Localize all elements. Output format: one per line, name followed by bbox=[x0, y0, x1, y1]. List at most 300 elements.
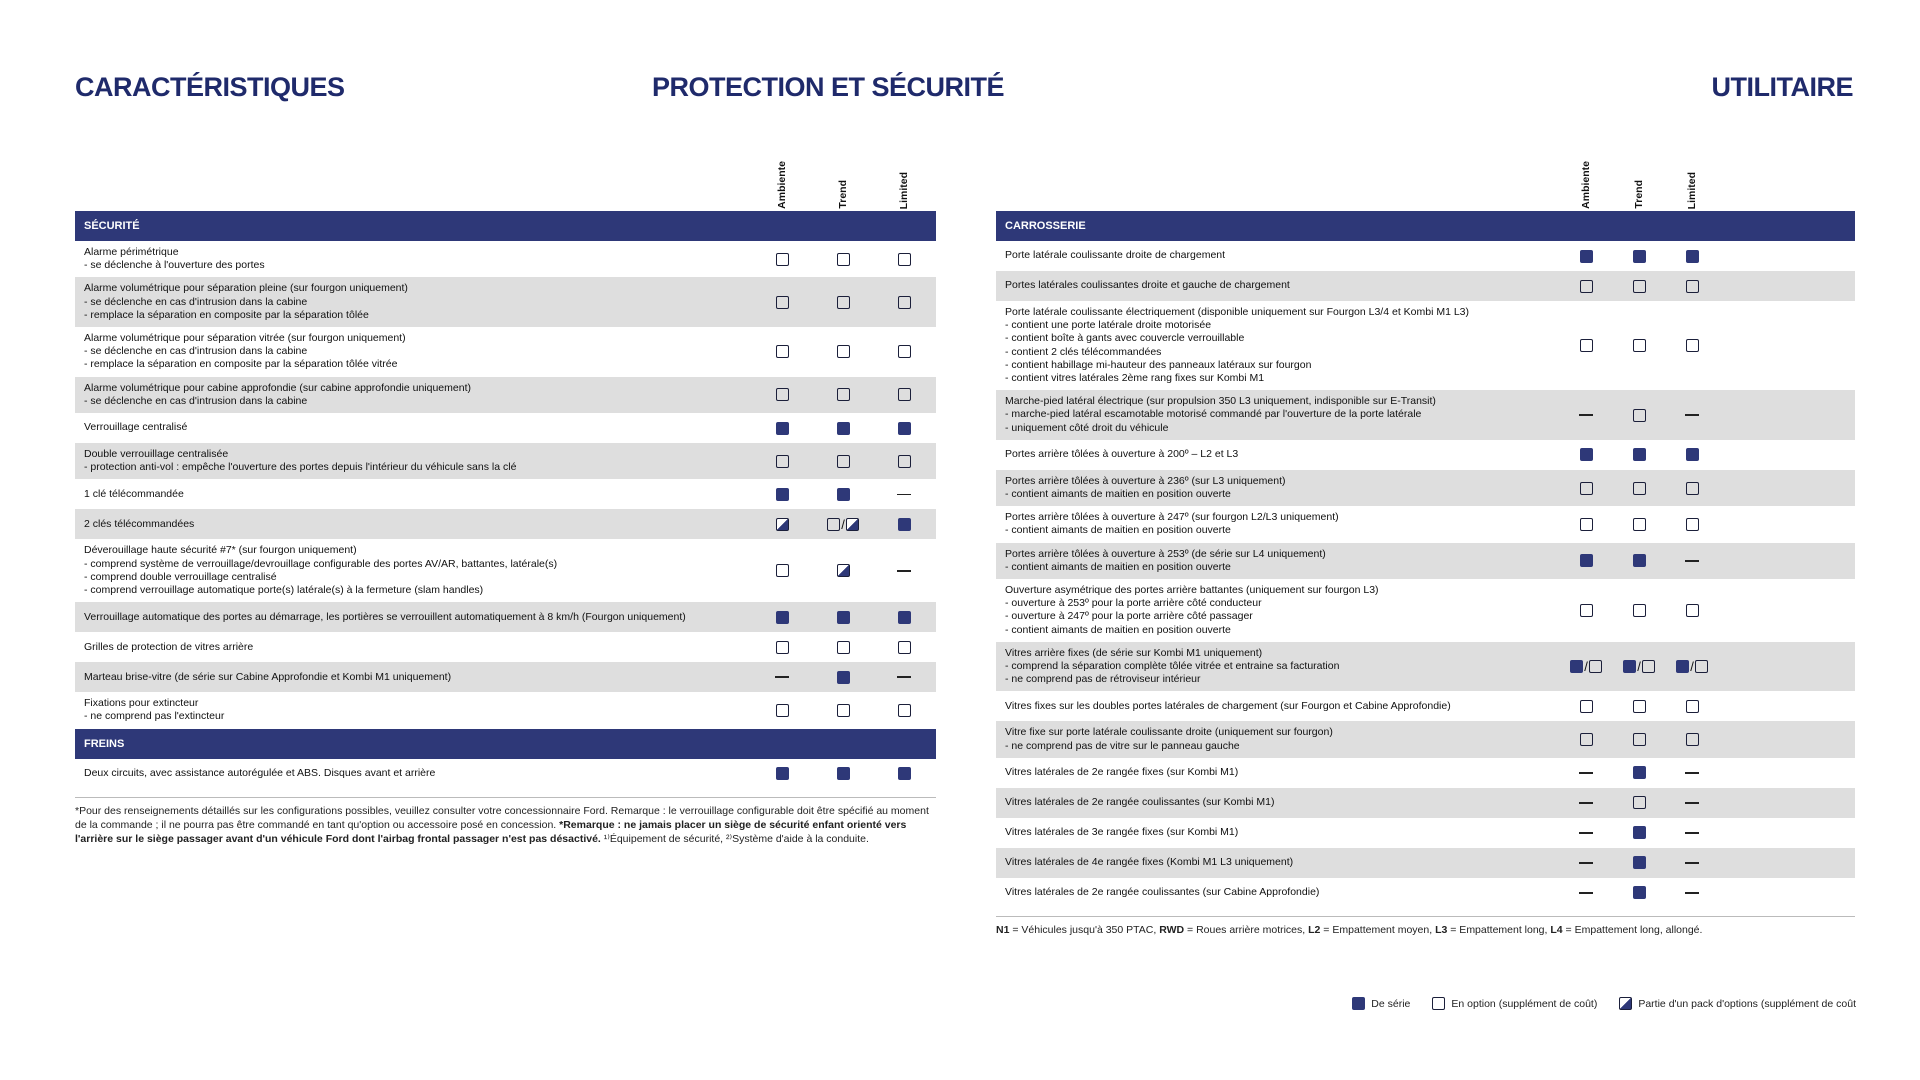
row-title: Ouverture asymétrique des portes arrière battantes (uniquement sur fourgon L3) bbox=[1005, 584, 1379, 597]
footnote: *Pour des renseignements détaillés sur les configurations possibles, veuillez consulter votre concessionnaire Ford. Remarque : le verrouillage configurable doit être spécifié au moment de la commande ; il ne pourra pas être commandé en tant qu'option ou accessoire posé en concession. *Remarque : ne jamais placer un siège de sécurité enfant orienté vers l'arrière sur le siège passager avant d'un véhicule Ford dont l'airbag frontal passager n'est pas désactivé. ¹⁾Équipement de sécurité, ²⁾Système d'aide à la conduite. bbox=[75, 797, 936, 846]
standard-square-icon bbox=[898, 518, 911, 531]
cell-trend bbox=[813, 692, 873, 728]
cell-ambiente bbox=[1556, 818, 1616, 848]
row-title: Portes arrière tôlées à ouverture à 253º (de série sur L4 uniquement) bbox=[1005, 547, 1326, 560]
table-row bbox=[75, 662, 936, 692]
cell-trend bbox=[813, 277, 873, 327]
row-title: Alarme périmétrique bbox=[84, 246, 179, 258]
row-title: Portes latérales coulissantes droite et gauche de chargement bbox=[1005, 279, 1290, 292]
cell-limited bbox=[1662, 241, 1722, 271]
row-detail: - comprend verrouillage automatique porte(s) latérale(s) à la fermeture (slam handles) bbox=[84, 584, 484, 597]
standard-square-icon bbox=[1633, 250, 1646, 263]
not-available-dash bbox=[1579, 802, 1593, 804]
cell-trend bbox=[813, 413, 873, 443]
column-limited: Limited bbox=[1686, 171, 1698, 209]
standard-square-icon bbox=[837, 488, 850, 501]
cell-trend bbox=[1609, 642, 1669, 692]
cell-trend bbox=[1609, 241, 1669, 271]
table-row bbox=[996, 271, 1855, 301]
cell-limited bbox=[874, 509, 934, 539]
standard-square-icon bbox=[1633, 856, 1646, 869]
pack-square-icon bbox=[837, 564, 850, 577]
option-square-icon bbox=[776, 455, 789, 468]
row-title: Porte latérale coulissante droite de chargement bbox=[1005, 249, 1226, 262]
cell-trend bbox=[813, 443, 873, 479]
option-square-icon bbox=[776, 564, 789, 577]
option-square-icon bbox=[1686, 518, 1699, 531]
row-detail: - se déclenche en cas d'intrusion dans la cabine bbox=[84, 345, 308, 358]
legend-item-pack bbox=[1619, 997, 1856, 1010]
row-title: Portes arrière tôlées à ouverture à 247º (sur fourgon L2/L3 uniquement) bbox=[1005, 511, 1339, 524]
cell-trend bbox=[813, 479, 873, 509]
cell-ambiente bbox=[1556, 470, 1616, 506]
table-row bbox=[75, 602, 936, 632]
option-square-icon bbox=[1633, 409, 1646, 422]
table-row bbox=[75, 632, 936, 662]
option-square-icon bbox=[1580, 733, 1593, 746]
standard-square-icon bbox=[837, 422, 850, 435]
cell-limited bbox=[1662, 506, 1722, 542]
cell-trend bbox=[1609, 721, 1669, 757]
row-title: Alarme volumétrique pour cabine approfondie (sur cabine approfondie uniquement) bbox=[84, 381, 471, 394]
option-square-icon bbox=[898, 345, 911, 358]
standard-square-icon bbox=[837, 611, 850, 624]
option-square-icon bbox=[837, 704, 850, 717]
not-available-dash bbox=[1685, 892, 1699, 894]
option-square-icon bbox=[898, 388, 911, 401]
table-row bbox=[996, 440, 1855, 470]
option-square-icon bbox=[1633, 518, 1646, 531]
option-square-icon bbox=[1580, 700, 1593, 713]
row-title: Vitres latérales de 2e rangée fixes (sur Kombi M1) bbox=[1005, 766, 1239, 779]
row-title: Verrouillage automatique des portes au démarrage, les portières se verrouillent automatiquement à 8 km/h (Fourgon uniquement) bbox=[84, 610, 686, 623]
cell-trend bbox=[1609, 440, 1669, 470]
cell-ambiente bbox=[1556, 301, 1616, 390]
row-title: Vitres latérales de 2e rangée coulissantes (sur Kombi M1) bbox=[1005, 796, 1275, 809]
standard-square-icon bbox=[1570, 660, 1583, 673]
cell-ambiente bbox=[1556, 758, 1616, 788]
column-headers bbox=[75, 155, 936, 211]
option-square-icon bbox=[776, 253, 789, 266]
slash-separator: / bbox=[1584, 659, 1588, 675]
cell-limited bbox=[874, 413, 934, 443]
row-label bbox=[84, 518, 754, 531]
cell-trend bbox=[1609, 470, 1669, 506]
not-available-dash bbox=[1685, 832, 1699, 834]
option-square-icon bbox=[1686, 733, 1699, 746]
option-square-icon bbox=[898, 641, 911, 654]
standard-square-icon bbox=[1686, 448, 1699, 461]
cell-trend bbox=[813, 602, 873, 632]
option-square-icon bbox=[898, 455, 911, 468]
cell-ambiente bbox=[1556, 543, 1616, 579]
row-label bbox=[84, 246, 754, 272]
row-title: Vitres fixes sur les doubles portes latérales de chargement (sur Fourgon et Cabine Approfondie) bbox=[1005, 699, 1451, 712]
standard-square-icon bbox=[1580, 250, 1593, 263]
option-square-icon bbox=[1589, 660, 1602, 673]
row-label bbox=[84, 544, 754, 597]
row-detail: - contient vitres latérales 2ème rang fixes sur Kombi M1 bbox=[1005, 372, 1265, 385]
standard-square-icon bbox=[1633, 554, 1646, 567]
cell-ambiente bbox=[1556, 241, 1616, 271]
column-trend: Trend bbox=[837, 180, 849, 209]
table-row bbox=[75, 509, 936, 539]
not-available-dash bbox=[1579, 892, 1593, 894]
cell-trend bbox=[813, 241, 873, 277]
not-available-dash bbox=[1579, 862, 1593, 864]
not-available-dash bbox=[897, 676, 911, 678]
row-label bbox=[84, 641, 754, 654]
cell-ambiente bbox=[1556, 721, 1616, 757]
cell-limited bbox=[874, 479, 934, 509]
standard-square-icon bbox=[1676, 660, 1689, 673]
heading-caracteristiques: CARACTÉRISTIQUES bbox=[75, 72, 345, 102]
abbrev-key: RWD bbox=[1159, 923, 1185, 936]
option-square-icon bbox=[1686, 604, 1699, 617]
column-trend: Trend bbox=[1633, 180, 1645, 209]
pack-square-icon bbox=[1619, 997, 1632, 1010]
cell-ambiente bbox=[752, 413, 812, 443]
cell-trend bbox=[1609, 788, 1669, 818]
cell-ambiente bbox=[1556, 788, 1616, 818]
cell-limited bbox=[874, 662, 934, 692]
cell-trend bbox=[813, 539, 873, 602]
row-detail: - contient aimants de maitien en position ouverte bbox=[1005, 560, 1231, 573]
cell-trend bbox=[1609, 878, 1669, 908]
not-available-dash bbox=[897, 570, 911, 572]
abbrev-text: = Roues arrière motrices, bbox=[1184, 923, 1309, 936]
row-title: Portes arrière tôlées à ouverture à 200º – L2 et L3 bbox=[1005, 448, 1239, 461]
section-header: SÉCURITÉ bbox=[75, 211, 936, 241]
standard-square-icon bbox=[1580, 448, 1593, 461]
option-square-icon bbox=[1695, 660, 1708, 673]
option-square-icon bbox=[898, 704, 911, 717]
slash-separator: / bbox=[841, 516, 845, 532]
row-label bbox=[84, 488, 754, 501]
cell-limited bbox=[874, 377, 934, 413]
standard-square-icon bbox=[1633, 448, 1646, 461]
table-row bbox=[996, 301, 1855, 390]
row-title: 1 clé télécommandée bbox=[84, 487, 184, 500]
option-square-icon bbox=[1633, 339, 1646, 352]
table-row bbox=[75, 327, 936, 377]
option-square-icon bbox=[1686, 700, 1699, 713]
legend bbox=[1330, 997, 1856, 1010]
cell-trend bbox=[813, 632, 873, 662]
not-available-dash bbox=[1579, 414, 1593, 416]
row-title: Alarme volumétrique pour séparation pleine (sur fourgon uniquement) bbox=[84, 282, 408, 295]
cell-ambiente bbox=[1556, 579, 1616, 642]
row-detail: - marche-pied latéral escamotable motorisé commandé par l'ouverture de la porte latérale bbox=[1005, 408, 1422, 421]
row-label bbox=[84, 421, 754, 434]
cell-trend bbox=[1609, 848, 1669, 878]
abbrev-text: = Véhicules jusqu'à 350 PTAC, bbox=[1009, 923, 1160, 936]
cell-limited bbox=[1662, 301, 1722, 390]
cell-limited bbox=[1662, 579, 1722, 642]
cell-limited bbox=[1662, 470, 1722, 506]
table-row bbox=[996, 721, 1855, 757]
option-square-icon bbox=[1580, 280, 1593, 293]
table-row bbox=[75, 692, 936, 728]
option-square-icon bbox=[1633, 280, 1646, 293]
standard-square-icon bbox=[1686, 250, 1699, 263]
cell-ambiente bbox=[752, 277, 812, 327]
cell-limited bbox=[874, 241, 934, 277]
not-available-dash bbox=[1685, 772, 1699, 774]
cell-trend bbox=[1609, 301, 1669, 390]
row-title: Marche-pied latéral électrique (sur propulsion 350 L3 uniquement, indisponible sur E-Transit) bbox=[1005, 395, 1436, 408]
cell-limited bbox=[1662, 788, 1722, 818]
cell-limited bbox=[874, 539, 934, 602]
cell-ambiente bbox=[752, 479, 812, 509]
table-row bbox=[75, 443, 936, 479]
column-headers bbox=[996, 155, 1855, 211]
security-table bbox=[75, 155, 936, 846]
row-title: Vitres latérales de 4e rangée fixes (Kombi M1 L3 uniquement) bbox=[1005, 856, 1294, 869]
row-title: Fixations pour extincteur bbox=[84, 697, 199, 710]
cell-ambiente bbox=[752, 692, 812, 728]
row-detail: - contient aimants de maitien en position ouverte bbox=[1005, 524, 1231, 537]
row-title: Vitres latérales de 3e rangée fixes (sur Kombi M1) bbox=[1005, 826, 1239, 839]
cell-limited bbox=[1662, 818, 1722, 848]
table-row bbox=[996, 506, 1855, 542]
row-title: Portes arrière tôlées à ouverture à 236º (sur L3 uniquement) bbox=[1005, 474, 1286, 487]
row-label bbox=[84, 382, 754, 408]
table-row bbox=[75, 479, 936, 509]
heading-utilitaire: UTILITAIRE bbox=[1711, 72, 1853, 102]
cell-ambiente bbox=[752, 443, 812, 479]
standard-square-icon bbox=[776, 422, 789, 435]
option-square-icon bbox=[837, 296, 850, 309]
standard-square-icon bbox=[1633, 826, 1646, 839]
table-row bbox=[75, 413, 936, 443]
option-square-icon bbox=[837, 388, 850, 401]
abbrev-text: = Empattement long, allongé. bbox=[1562, 923, 1703, 936]
row-detail: - remplace la séparation en composite par la séparation tôlée bbox=[84, 308, 369, 321]
cell-limited bbox=[1662, 543, 1722, 579]
cell-ambiente bbox=[1556, 848, 1616, 878]
section-header: FREINS bbox=[75, 729, 936, 759]
cell-limited bbox=[874, 443, 934, 479]
option-square-icon bbox=[1633, 482, 1646, 495]
cell-trend bbox=[1609, 691, 1669, 721]
row-detail: - contient aimants de maitien en position ouverte bbox=[1005, 488, 1231, 501]
option-square-icon bbox=[1580, 339, 1593, 352]
row-detail: - protection anti-vol : empêche l'ouverture des portes depuis l'intérieur du véhicule sans la clé bbox=[84, 461, 517, 474]
row-detail: - comprend double verrouillage centralisé bbox=[84, 570, 277, 583]
cell-ambiente bbox=[752, 662, 812, 692]
option-square-icon bbox=[1686, 339, 1699, 352]
standard-square-icon bbox=[837, 671, 850, 684]
cell-limited bbox=[1662, 642, 1722, 692]
row-detail: - comprend système de verrouillage/devrouillage configurable des portes AV/AR, battantes, latérale(s) bbox=[84, 557, 558, 570]
table-row bbox=[996, 390, 1855, 440]
option-square-icon bbox=[776, 296, 789, 309]
legend-label: En option (supplément de coût) bbox=[1451, 997, 1598, 1010]
table-row bbox=[996, 848, 1855, 878]
row-detail: - ouverture à 247º pour la porte arrière côté passager bbox=[1005, 610, 1253, 623]
option-square-icon bbox=[1633, 733, 1646, 746]
cell-ambiente bbox=[1556, 691, 1616, 721]
standard-square-icon bbox=[837, 767, 850, 780]
standard-square-icon bbox=[1633, 886, 1646, 899]
cell-limited bbox=[1662, 758, 1722, 788]
cell-limited bbox=[874, 327, 934, 377]
slash-separator: / bbox=[1637, 659, 1641, 675]
option-square-icon bbox=[1642, 660, 1655, 673]
standard-square-icon bbox=[776, 767, 789, 780]
row-title: Alarme volumétrique pour séparation vitrée (sur fourgon uniquement) bbox=[84, 332, 406, 345]
abbreviations-note bbox=[996, 916, 1855, 937]
abbrev-key: L4 bbox=[1550, 923, 1563, 936]
row-label bbox=[84, 671, 754, 684]
row-label bbox=[84, 767, 754, 780]
column-limited: Limited bbox=[898, 171, 910, 209]
cell-trend bbox=[1609, 758, 1669, 788]
row-title: Vitres latérales de 2e rangée coulissantes (sur Cabine Approfondie) bbox=[1005, 886, 1320, 899]
row-detail: - remplace la séparation en composite par la séparation tôlée vitrée bbox=[84, 358, 398, 371]
bodywork-table bbox=[996, 155, 1855, 937]
column-ambiente: Ambiente bbox=[1580, 161, 1592, 209]
row-label bbox=[84, 697, 754, 723]
cell-limited bbox=[874, 759, 934, 789]
section-header: CARROSSERIE bbox=[996, 211, 1855, 241]
row-detail: - ne comprend pas de rétroviseur intérieur bbox=[1005, 673, 1201, 686]
cell-trend bbox=[1609, 271, 1669, 301]
abbrev-key: L2 bbox=[1308, 923, 1321, 936]
cell-trend bbox=[1609, 579, 1669, 642]
cell-ambiente bbox=[752, 327, 812, 377]
table-row bbox=[75, 759, 936, 789]
row-label bbox=[84, 448, 754, 474]
standard-square-icon bbox=[776, 611, 789, 624]
row-detail: - se déclenche à l'ouverture des portes bbox=[84, 259, 265, 272]
cell-ambiente bbox=[752, 602, 812, 632]
cell-limited bbox=[1662, 878, 1722, 908]
option-square-icon bbox=[1580, 604, 1593, 617]
row-detail: - contient 2 clés télécommandées bbox=[1005, 345, 1162, 358]
cell-limited bbox=[874, 692, 934, 728]
cell-trend bbox=[813, 377, 873, 413]
row-title: Vitre fixe sur porte latérale coulissante droite (uniquement sur fourgon) bbox=[1005, 726, 1333, 739]
not-available-dash bbox=[897, 494, 911, 496]
cell-ambiente bbox=[1556, 271, 1616, 301]
legend-label: Partie d'un pack d'options (supplément de coût bbox=[1638, 997, 1856, 1010]
cell-limited bbox=[1662, 721, 1722, 757]
cell-limited bbox=[874, 632, 934, 662]
cell-ambiente bbox=[1556, 878, 1616, 908]
not-available-dash bbox=[1685, 414, 1699, 416]
row-detail: - ne comprend pas de vitre sur le panneau gauche bbox=[1005, 739, 1240, 752]
cell-limited bbox=[1662, 848, 1722, 878]
row-detail: - ne comprend pas l'extincteur bbox=[84, 710, 225, 723]
cell-ambiente bbox=[1556, 506, 1616, 542]
option-square-icon bbox=[898, 253, 911, 266]
row-title: Marteau brise-vitre (de série sur Cabine Approfondie et Kombi M1 uniquement) bbox=[84, 670, 452, 683]
abbrev-key: N1 bbox=[996, 923, 1010, 936]
row-label bbox=[84, 611, 754, 624]
not-available-dash bbox=[1579, 832, 1593, 834]
pack-square-icon bbox=[776, 518, 789, 531]
abbrev-text: = Empattement moyen, bbox=[1320, 923, 1436, 936]
table-row bbox=[996, 470, 1855, 506]
table-row bbox=[75, 241, 936, 277]
not-available-dash bbox=[775, 676, 789, 678]
bodywork-table-body bbox=[996, 211, 1855, 908]
legend-item-opt bbox=[1432, 997, 1597, 1010]
standard-square-icon bbox=[1623, 660, 1636, 673]
row-detail: - comprend la séparation complète tôlée vitrée et entraine sa facturation bbox=[1005, 660, 1340, 673]
option-square-icon bbox=[1633, 700, 1646, 713]
option-square-icon bbox=[827, 518, 840, 531]
table-row bbox=[996, 579, 1855, 642]
row-detail: - contient aimants de maitien en position ouverte bbox=[1005, 623, 1231, 636]
cell-ambiente bbox=[752, 377, 812, 413]
row-title: Déverouillage haute sécurité #7* (sur fourgon uniquement) bbox=[84, 544, 357, 557]
option-square-icon bbox=[776, 641, 789, 654]
option-square-icon bbox=[1580, 518, 1593, 531]
option-square-icon bbox=[837, 641, 850, 654]
row-detail: - ouverture à 253º pour la porte arrière côté conducteur bbox=[1005, 597, 1262, 610]
row-label bbox=[84, 282, 754, 322]
option-square-icon bbox=[898, 296, 911, 309]
cell-trend bbox=[813, 759, 873, 789]
row-detail: - contient une porte latérale droite motorisée bbox=[1005, 319, 1212, 332]
cell-ambiente bbox=[752, 759, 812, 789]
cell-limited bbox=[1662, 691, 1722, 721]
not-available-dash bbox=[1685, 802, 1699, 804]
option-square-icon bbox=[776, 388, 789, 401]
row-title: Vitres arrière fixes (de série sur Kombi M1 uniquement) bbox=[1005, 646, 1263, 659]
standard-square-icon bbox=[898, 611, 911, 624]
abbrev-key: L3 bbox=[1435, 923, 1448, 936]
cell-trend bbox=[813, 509, 873, 539]
table-row bbox=[996, 543, 1855, 579]
option-square-icon bbox=[1580, 482, 1593, 495]
row-title: Double verrouillage centralisée bbox=[84, 448, 229, 461]
not-available-dash bbox=[1685, 862, 1699, 864]
option-square-icon bbox=[1432, 997, 1445, 1010]
cell-ambiente bbox=[752, 632, 812, 662]
option-square-icon bbox=[837, 253, 850, 266]
table-row bbox=[75, 377, 936, 413]
option-square-icon bbox=[837, 345, 850, 358]
option-square-icon bbox=[1633, 796, 1646, 809]
cell-trend bbox=[1609, 818, 1669, 848]
table-row bbox=[996, 241, 1855, 271]
table-row bbox=[75, 539, 936, 602]
not-available-dash bbox=[1579, 772, 1593, 774]
cell-ambiente bbox=[1556, 390, 1616, 440]
table-row bbox=[996, 878, 1855, 908]
option-square-icon bbox=[1633, 604, 1646, 617]
table-row bbox=[75, 277, 936, 327]
not-available-dash bbox=[1685, 560, 1699, 562]
row-title: Porte latérale coulissante électriquement (disponible uniquement sur Fourgon L3/4 et Kombi M1 L3) bbox=[1005, 306, 1470, 318]
cell-ambiente bbox=[752, 539, 812, 602]
row-detail: - se déclenche en cas d'intrusion dans la cabine bbox=[84, 295, 308, 308]
row-detail: - contient boîte à gants avec couvercle verrouillable bbox=[1005, 332, 1245, 345]
option-square-icon bbox=[776, 704, 789, 717]
standard-square-icon bbox=[1352, 997, 1365, 1010]
table-row bbox=[996, 691, 1855, 721]
cell-limited bbox=[1662, 390, 1722, 440]
cell-limited bbox=[1662, 271, 1722, 301]
standard-square-icon bbox=[776, 488, 789, 501]
row-title: Verrouillage centralisé bbox=[84, 421, 188, 434]
table-row bbox=[996, 818, 1855, 848]
table-row bbox=[996, 758, 1855, 788]
